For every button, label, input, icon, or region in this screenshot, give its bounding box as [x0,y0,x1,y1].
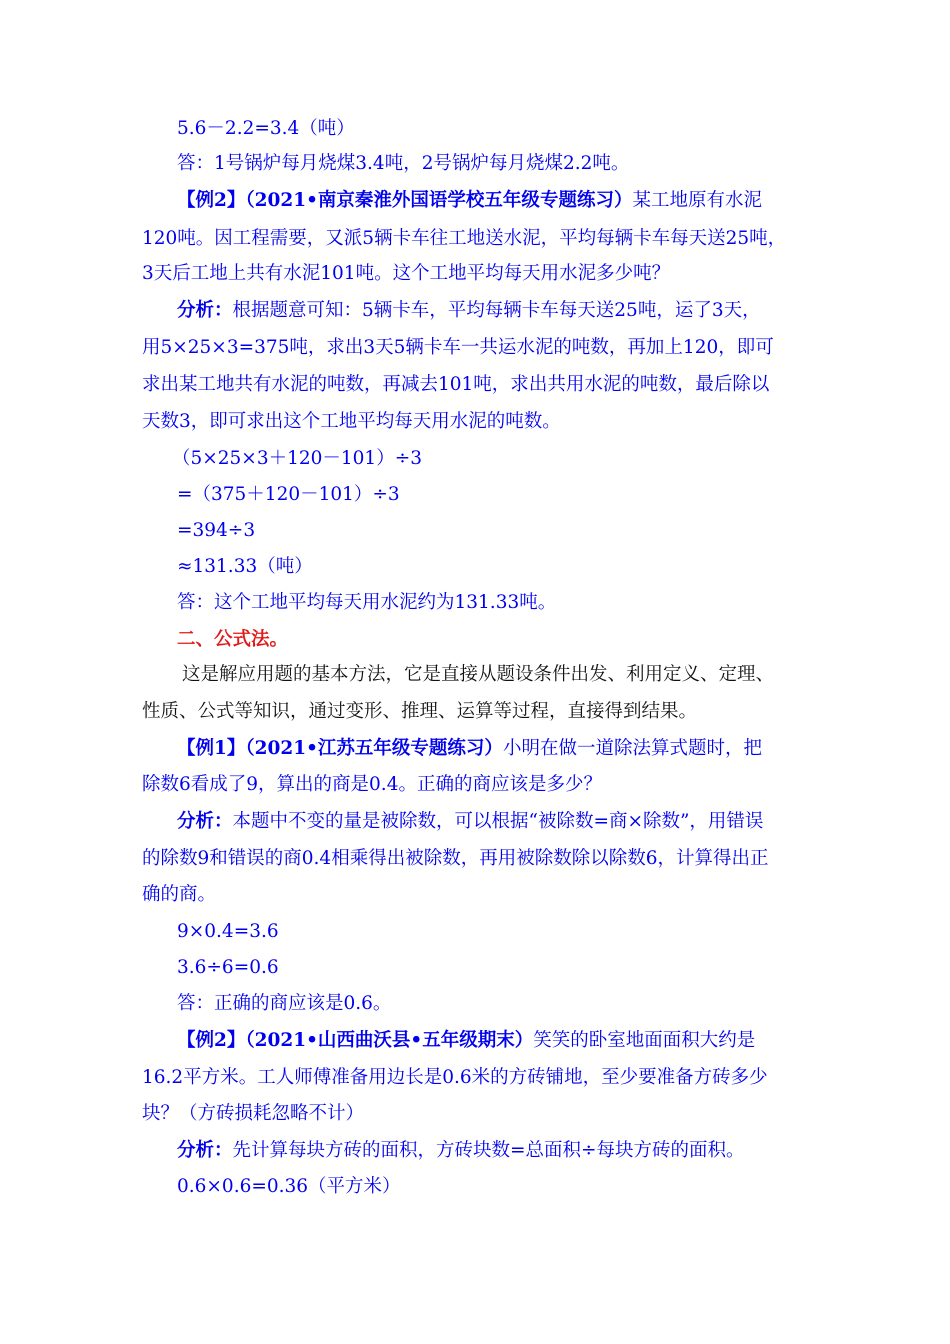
question-text: 块？（方砖损耗忽略不计） [142,1103,365,1124]
analysis-label: 分析： [177,300,233,321]
answer-line: 答：正确的商应该是0.6。 [177,993,392,1014]
section-intro: 性质、公式等知识，通过变形、推理、运算等过程，直接得到结果。 [142,701,698,722]
analysis-paragraph [177,1138,745,1164]
question-text: 3天后工地上共有水泥101吨。这个工地平均每天用水泥多少吨？ [142,263,671,284]
question-text: 笑笑的卧室地面面积大约是 [533,1030,756,1051]
analysis-label: 分析： [177,811,233,832]
calc-step: =394÷3 [177,520,256,541]
answer-line: 答：1号锅炉每月烧煤3.4吨，2号锅炉每月烧煤2.2吨。 [177,153,630,174]
calc-step: ≈131.33（吨） [177,556,313,577]
question-text: 小明在做一道除法算式题时，把 [502,738,762,759]
analysis-text: 先计算每块方砖的面积，方砖块数=总面积÷每块方砖的面积。 [232,1140,745,1161]
section-heading: 二、公式法。 [177,629,289,650]
analysis-text: 天数3，即可求出这个工地平均每天用水泥的吨数。 [142,411,561,432]
analysis-text: 求出某工地共有水泥的吨数，再减去101吨，求出共用水泥的吨数，最后除以 [142,374,770,395]
example-heading [177,736,762,762]
calc-step: 3.6÷6=0.6 [177,957,279,978]
example-label: 【例1】（2021•江苏五年级专题练习） [177,738,503,759]
calc-step: （5×25×3＋120－101）÷3 [172,448,422,469]
example-heading [177,188,762,214]
analysis-paragraph [177,298,761,324]
question-text: 120吨。因工程需要，又派5辆卡车往工地送水泥，平均每辆卡车每天送25吨， [142,228,787,249]
question-text: 某工地原有水泥 [632,190,762,211]
analysis-text: 根据题意可知：5辆卡车，平均每辆卡车每天送25吨，运了3天， [232,300,761,321]
question-text: 16.2平方米。工人师傅准备用边长是0.6米的方砖铺地，至少要准备方砖多少 [142,1067,768,1088]
example-heading [177,1028,755,1054]
analysis-text: 的除数9和错误的商0.4相乘得出被除数，再用被除数除以除数6，计算得出正 [142,848,769,869]
analysis-label: 分析： [177,1140,233,1161]
calc-step: 9×0.4=3.6 [177,921,279,942]
example-label: 【例2】（2021•南京秦淮外国语学校五年级专题练习） [177,190,633,211]
example-label: 【例2】（2021•山西曲沃县•五年级期末） [177,1030,534,1051]
answer-line: 答：这个工地平均每天用水泥约为131.33吨。 [177,592,557,613]
calc-step: =（375＋120－101）÷3 [177,484,400,505]
analysis-paragraph [177,809,763,835]
section-intro: 这是解应用题的基本方法，它是直接从题设条件出发、利用定义、定理、 [182,664,775,685]
calc-step: 0.6×0.6=0.36（平方米） [177,1176,401,1197]
analysis-text: 用5×25×3=375吨，求出3天5辆卡车一共运水泥的吨数，再加上120，即可 [142,337,774,358]
analysis-text: 本题中不变的量是被除数，可以根据“被除数=商×除数”，用错误 [232,811,764,832]
calc-line: 5.6－2.2=3.4（吨） [177,118,355,139]
analysis-text: 确的商。 [142,884,217,905]
question-text: 除数6看成了9，算出的商是0.4。正确的商应该是多少？ [142,774,602,795]
